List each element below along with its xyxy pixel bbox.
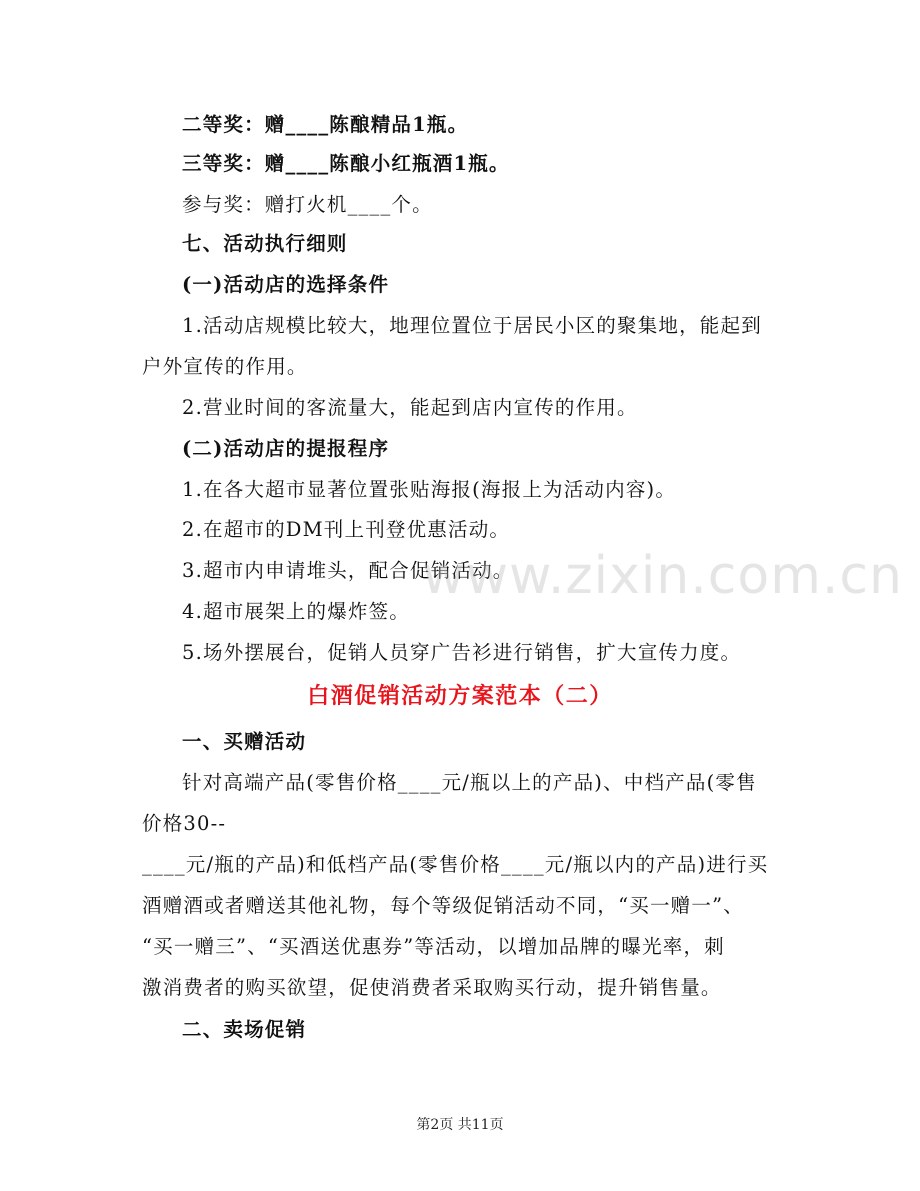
text-line-third-prize: 三等奖：赠____陈酿小红瓶酒1瓶。 — [182, 152, 510, 175]
text-line-products: 针对高端产品(零售价格____元/瓶以上的产品)、中档产品(零售 — [182, 771, 757, 794]
text-line-participation-prize: 参与奖：赠打火机____个。 — [182, 193, 433, 216]
text-line-sales: 激消费者的购买欲望，促使消费者采取购买行动，提升销售量。 — [142, 976, 722, 999]
subheading-store-selection: (一)活动店的选择条件 — [182, 273, 390, 296]
text-line-store-scale-cont: 户外宣传的作用。 — [142, 355, 308, 378]
text-line-poster: 1.在各大超市显著位置张贴海报(海报上为活动内容)。 — [182, 478, 677, 501]
text-line-store-scale: 1.活动店规模比较大，地理位置位于居民小区的聚集地，能起到 — [182, 314, 762, 337]
section-heading-store-promotion: 二、卖场促销 — [182, 1018, 307, 1041]
text-line-second-prize: 二等奖：赠____陈酿精品1瓶。 — [182, 113, 469, 136]
text-line-price-range: 价格30-- — [142, 812, 227, 835]
text-line-customer-flow: 2.营业时间的客流量大，能起到店内宣传的作用。 — [182, 396, 638, 419]
text-line-gift-promos: 酒赠酒或者赠送其他礼物，每个等级促销活动不同，“买一赠一”、 — [142, 894, 744, 917]
text-line-exposure: “买一赠三”、“买酒送优惠券”等活动，以增加品牌的曝光率，刺 — [142, 935, 725, 958]
section-heading-execution-rules: 七、活动执行细则 — [182, 232, 348, 255]
text-line-dm: 2.在超市的DM刊上刊登优惠活动。 — [182, 518, 511, 541]
subheading-report-procedure: (二)活动店的提报程序 — [182, 437, 390, 460]
text-line-shelf-sign: 4.超市展架上的爆炸签。 — [182, 600, 411, 623]
page-number-footer: 第2页 共11页 — [416, 1117, 504, 1133]
text-line-booth: 5.场外摆展台，促销人员穿广告衫进行销售，扩大宣传力度。 — [182, 641, 742, 664]
text-line-low-end: ____元/瓶的产品)和低档产品(零售价格____元/瓶以内的产品)进行买 — [142, 853, 769, 876]
section-heading-buy-gift: 一、买赠活动 — [182, 730, 307, 753]
watermark: www.zixin.com.cn — [422, 546, 903, 606]
text-line-display-stack: 3.超市内申请堆头，配合促销活动。 — [182, 559, 514, 582]
section-title: 白酒促销活动方案范本（二） — [307, 683, 613, 709]
